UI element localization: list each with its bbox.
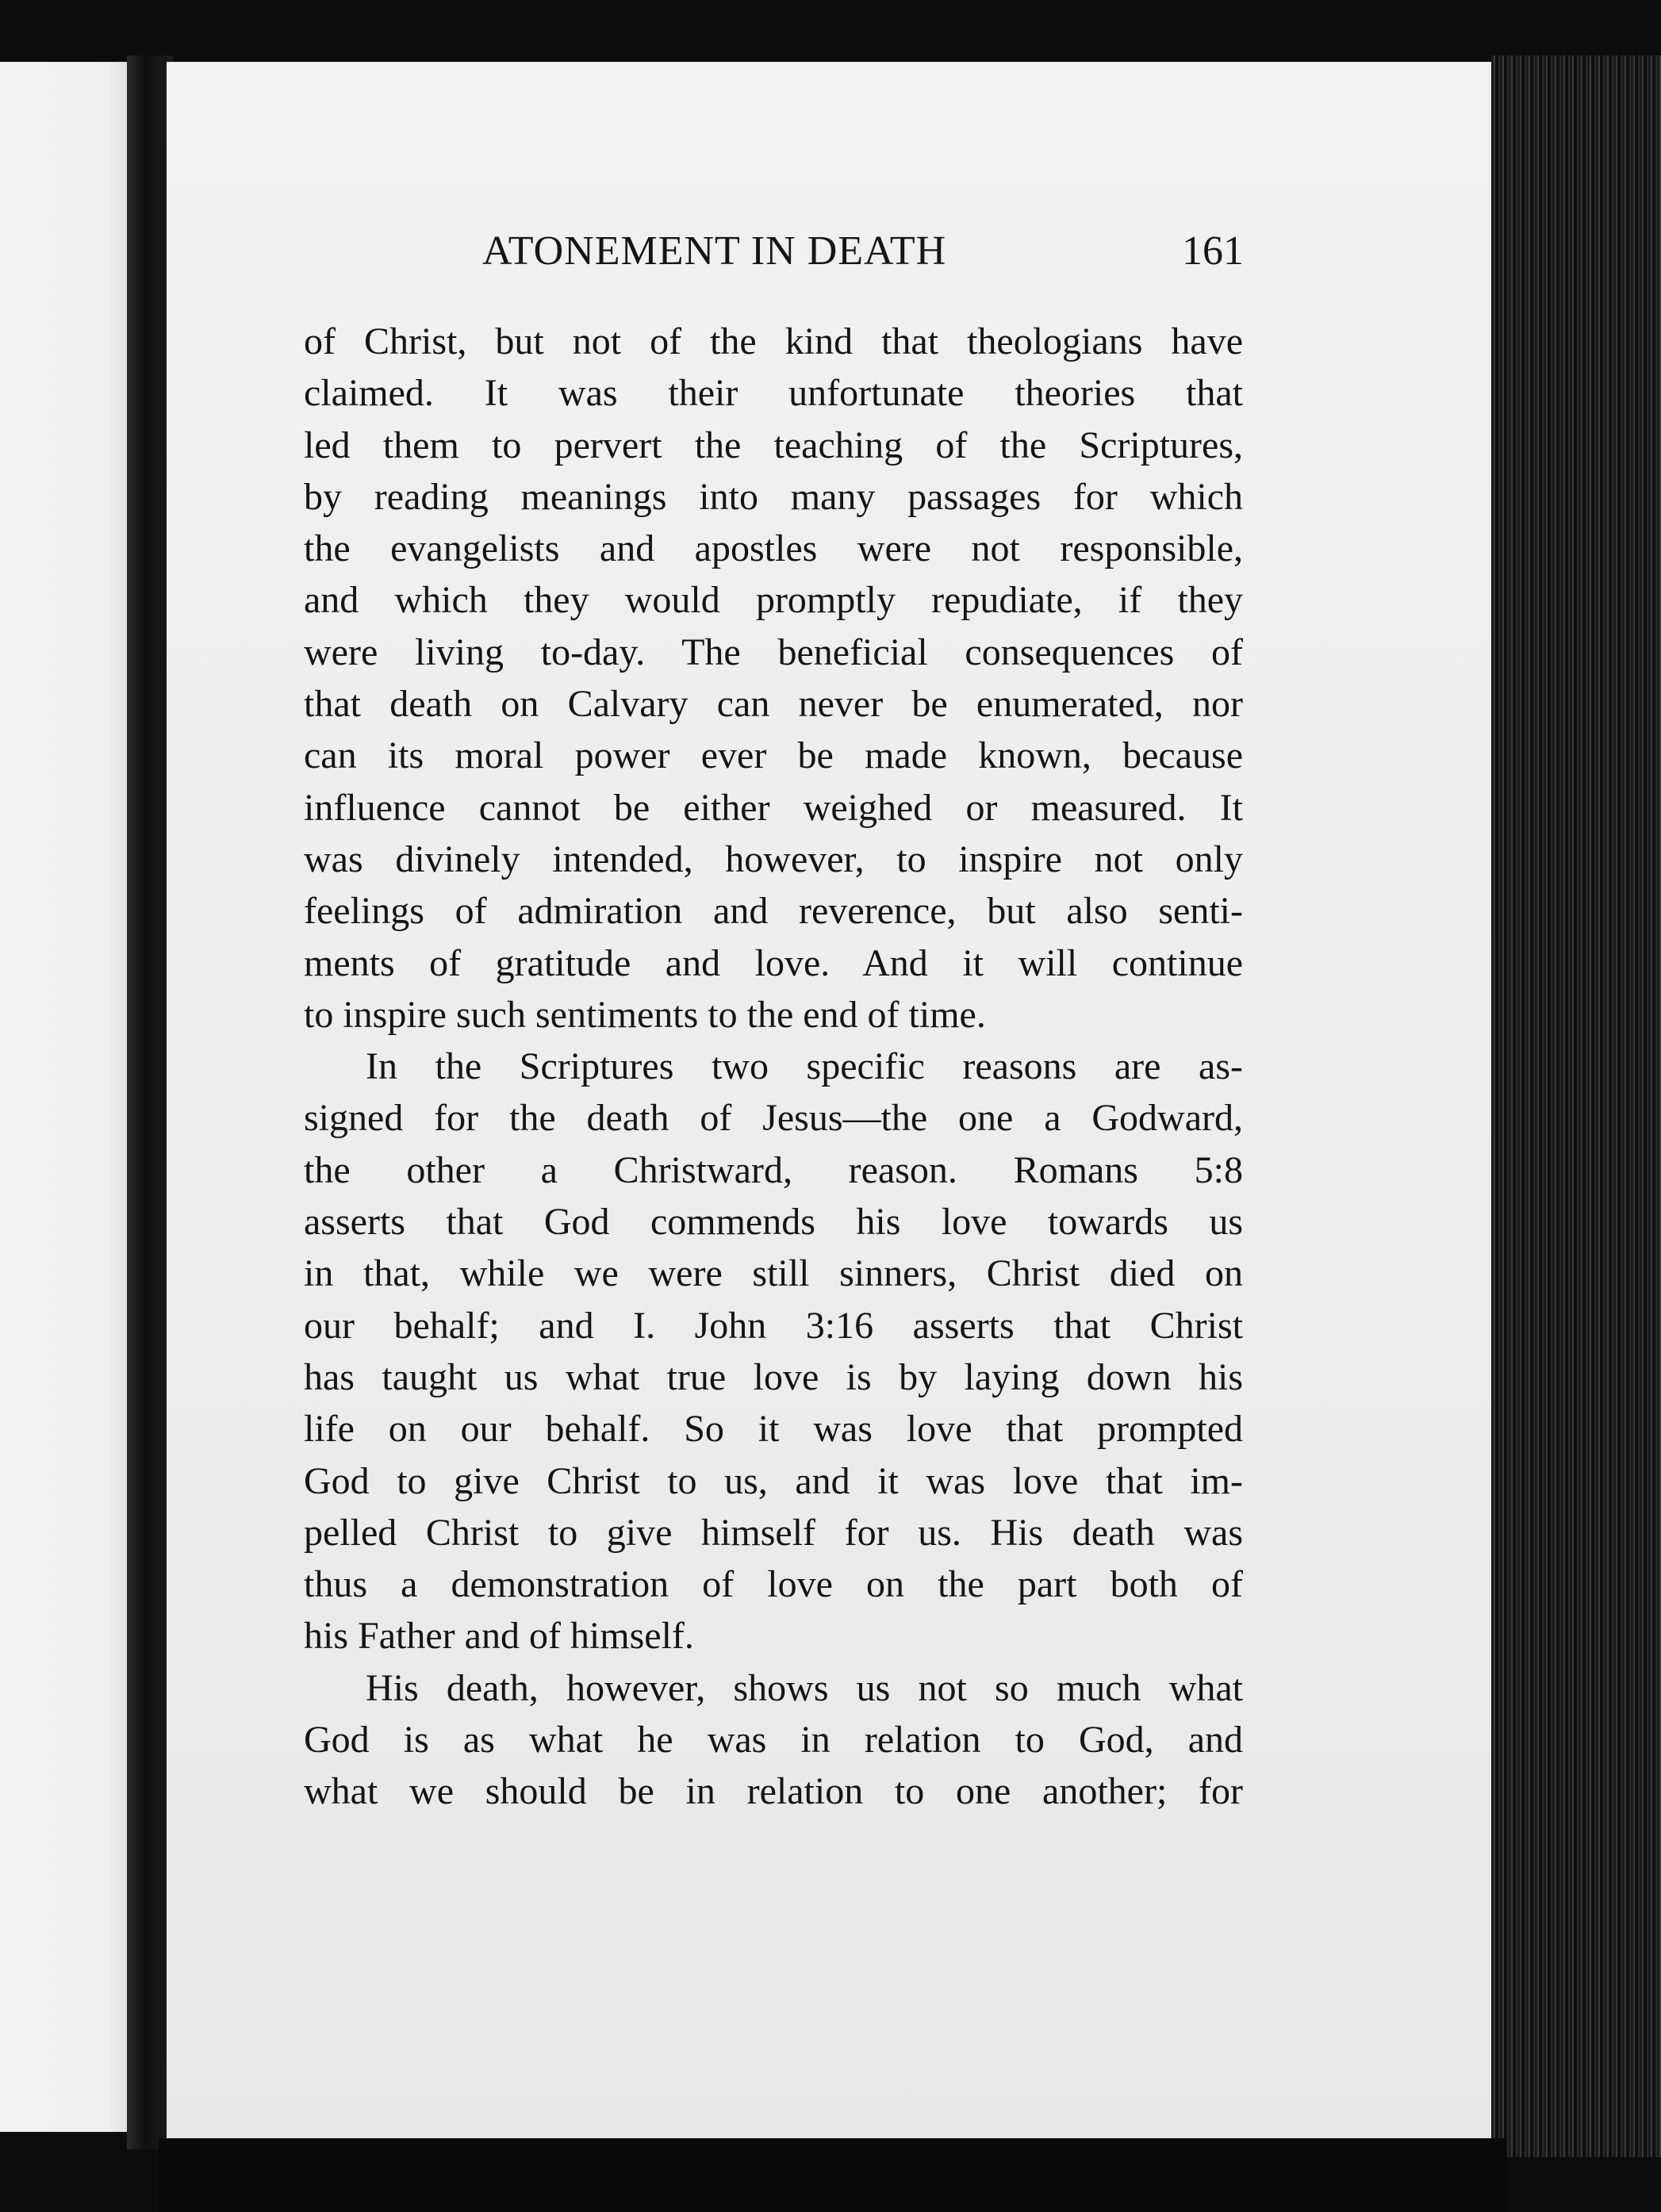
- page-stack-edge: [1491, 56, 1661, 2157]
- text-line: thus a demonstration of love on the part both of: [304, 1563, 1243, 1606]
- text-line: can its moral power ever be made known, because: [304, 734, 1243, 777]
- text-line: the evangelists and apostles were not responsible,: [304, 527, 1243, 570]
- page-number: 161: [1182, 228, 1244, 274]
- running-header-title: ATONEMENT IN DEATH: [482, 228, 947, 274]
- text-line: our behalf; and I. John 3:16 asserts that Christ: [304, 1304, 1243, 1347]
- text-line: asserts that God commends his love towards us: [304, 1201, 1243, 1244]
- running-header: [300, 228, 1244, 283]
- text-line: His death, however, shows us not so much what: [366, 1666, 1243, 1709]
- text-line: what we should be in relation to one another; for: [304, 1770, 1243, 1813]
- text-line: his Father and of himself.: [304, 1615, 694, 1658]
- text-line: feelings of admiration and reverence, but also senti-: [304, 890, 1243, 933]
- text-line: influence cannot be either weighed or measured. It: [304, 786, 1243, 829]
- text-line: signed for the death of Jesus—the one a Godward,: [304, 1097, 1243, 1140]
- text-line: was divinely intended, however, to inspire not only: [304, 838, 1243, 880]
- text-line: In the Scriptures two specific reasons are as-: [366, 1045, 1243, 1088]
- text-line: that death on Calvary can never be enumerated, nor: [304, 683, 1243, 726]
- scan-bottom-border: [159, 2138, 1507, 2212]
- text-line: led them to pervert the teaching of the Scriptures,: [304, 424, 1243, 466]
- facing-page-edge: [0, 62, 136, 2132]
- text-line: claimed. It was their unfortunate theories that: [304, 372, 1243, 415]
- text-line: of Christ, but not of the kind that theologians have: [304, 320, 1243, 362]
- text-line: to inspire such sentiments to the end of time.: [304, 993, 986, 1036]
- text-line: and which they would promptly repudiate, if they: [304, 579, 1243, 622]
- text-line: God is as what he was in relation to God, and: [304, 1719, 1243, 1762]
- body-text: [304, 316, 1243, 1818]
- text-line: ments of gratitude and love. And it will continue: [304, 941, 1243, 984]
- text-line: by reading meanings into many passages for which: [304, 475, 1243, 518]
- text-line: God to give Christ to us, and it was love that im-: [304, 1459, 1243, 1502]
- text-line: life on our behalf. So it was love that prompted: [304, 1408, 1243, 1451]
- text-line: were living to-day. The beneficial consequences of: [304, 631, 1243, 673]
- text-line: pelled Christ to give himself for us. His death was: [304, 1511, 1243, 1554]
- text-line: in that, while we were still sinners, Christ died on: [304, 1252, 1243, 1295]
- text-line: has taught us what true love is by laying down his: [304, 1355, 1243, 1398]
- text-line: the other a Christward, reason. Romans 5:8: [304, 1148, 1243, 1191]
